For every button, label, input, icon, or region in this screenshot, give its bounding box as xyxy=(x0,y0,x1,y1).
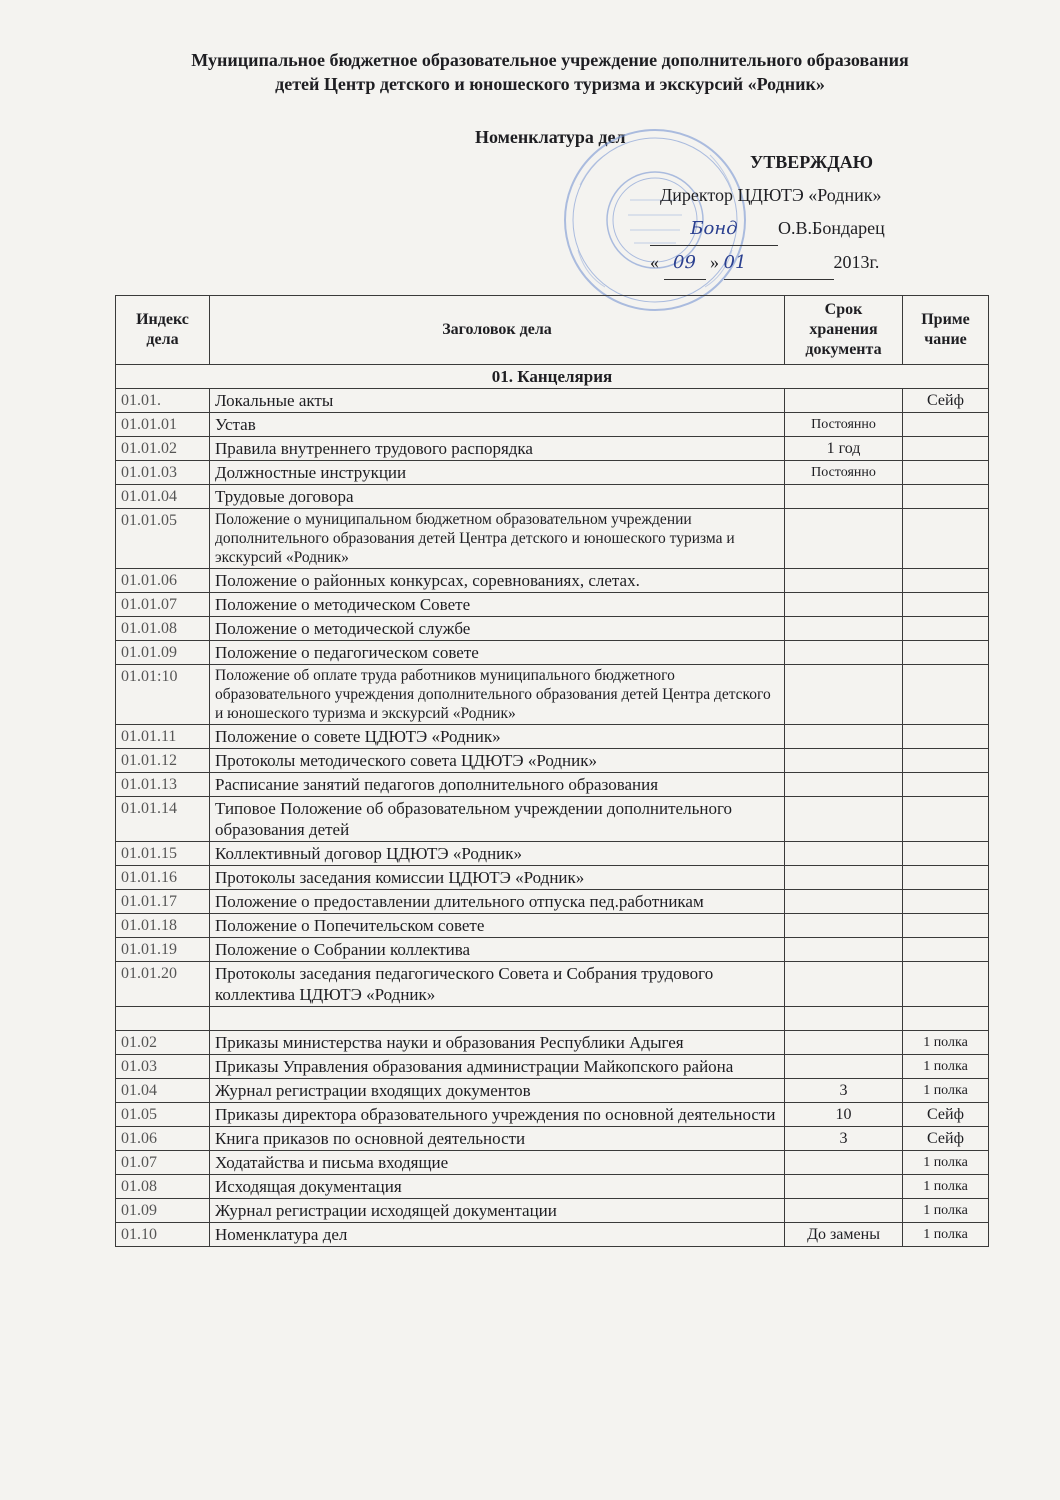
row-term xyxy=(785,842,903,866)
table-row xyxy=(116,509,989,569)
document-title: Номенклатура дел xyxy=(475,127,626,147)
table-header-row xyxy=(116,296,989,365)
approval-signature-line xyxy=(650,212,885,246)
approval-name: О.В.Бондарец xyxy=(778,218,885,238)
row-title: Исходящая документация xyxy=(210,1175,785,1199)
row-title: Типовое Положение об образовательном учреждении дополнительного образования детей xyxy=(210,797,785,842)
row-title: Положение о методическом Совете xyxy=(210,593,785,617)
row-index: 01.01.11 xyxy=(116,725,210,749)
row-title: Расписание занятий педагогов дополнительного образования xyxy=(210,773,785,797)
table-row xyxy=(116,866,989,890)
row-title: Положение об оплате труда работников муниципального бюджетного образовательного учреждения дополнительного образования детей Центра детского и юношеского туризма и экскурсий «Родник» xyxy=(210,665,785,725)
row-term xyxy=(785,509,903,569)
row-note xyxy=(903,665,989,725)
signature: Бонд xyxy=(690,218,738,239)
table-row xyxy=(116,1199,989,1223)
row-index: 01.01.01 xyxy=(116,413,210,437)
column-header-title: Заголовок дела xyxy=(210,296,785,365)
row-index xyxy=(116,1007,210,1031)
row-index: 01.01.17 xyxy=(116,890,210,914)
organization-header xyxy=(60,48,1040,96)
table-row xyxy=(116,461,989,485)
table-row xyxy=(116,569,989,593)
organization-line-2: детей Центр детского и юношеского туризма и экскурсий «Родник» xyxy=(275,74,825,94)
row-title: Положение о Попечительском совете xyxy=(210,914,785,938)
row-term xyxy=(785,485,903,509)
row-note xyxy=(903,962,989,1007)
row-note: 1 полка xyxy=(903,1055,989,1079)
row-index: 01.01.18 xyxy=(116,914,210,938)
row-note xyxy=(903,749,989,773)
row-index: 01.10 xyxy=(116,1223,210,1247)
row-note xyxy=(903,773,989,797)
table-row xyxy=(116,1079,989,1103)
row-index: 01.06 xyxy=(116,1127,210,1151)
row-note xyxy=(903,485,989,509)
row-note: 1 полка xyxy=(903,1223,989,1247)
row-term xyxy=(785,593,903,617)
row-title: Журнал регистрации исходящей документации xyxy=(210,1199,785,1223)
row-title: Номенклатура дел xyxy=(210,1223,785,1247)
table-row xyxy=(116,1103,989,1127)
row-note: 1 полка xyxy=(903,1175,989,1199)
row-note: 1 полка xyxy=(903,1031,989,1055)
row-term: Постоянно xyxy=(785,461,903,485)
row-term: 3 xyxy=(785,1127,903,1151)
table-row xyxy=(116,914,989,938)
row-title: Устав xyxy=(210,413,785,437)
table-row xyxy=(116,593,989,617)
row-term xyxy=(785,1199,903,1223)
column-header-term: Срок хранения документа xyxy=(785,296,903,365)
table-row xyxy=(116,1007,989,1031)
row-term xyxy=(785,914,903,938)
row-note xyxy=(903,509,989,569)
row-index: 01.01.05 xyxy=(116,509,210,569)
table-row xyxy=(116,962,989,1007)
date-month-field xyxy=(724,246,834,280)
table-row xyxy=(116,842,989,866)
approval-date xyxy=(650,246,885,280)
row-title: Приказы министерства науки и образования Республики Адыгея xyxy=(210,1031,785,1055)
row-term xyxy=(785,797,903,842)
row-index: 01.01.02 xyxy=(116,437,210,461)
row-note: Сейф xyxy=(903,1127,989,1151)
approval-position: Директор ЦДЮТЭ «Родник» xyxy=(660,185,882,205)
table-row xyxy=(116,437,989,461)
table-row xyxy=(116,725,989,749)
row-note xyxy=(903,413,989,437)
row-index: 01.01.03 xyxy=(116,461,210,485)
row-note: Сейф xyxy=(903,389,989,413)
table-row xyxy=(116,1151,989,1175)
row-term xyxy=(785,617,903,641)
row-note xyxy=(903,797,989,842)
row-note xyxy=(903,842,989,866)
section-title: 01. Канцелярия xyxy=(116,365,989,389)
section-row xyxy=(116,365,989,389)
table-row xyxy=(116,1055,989,1079)
row-note xyxy=(903,641,989,665)
table-row xyxy=(116,773,989,797)
row-title: Положение о муниципальном бюджетном образовательном учреждении дополнительного образования детей Центра детского и юношеского туризма и экскурсий «Родник» xyxy=(210,509,785,569)
row-index: 01.01.07 xyxy=(116,593,210,617)
row-term xyxy=(785,665,903,725)
row-term: 3 xyxy=(785,1079,903,1103)
table-row xyxy=(116,938,989,962)
row-note xyxy=(903,1007,989,1031)
row-index: 01.01.20 xyxy=(116,962,210,1007)
table-row xyxy=(116,1127,989,1151)
table-row xyxy=(116,485,989,509)
row-term xyxy=(785,749,903,773)
row-term xyxy=(785,725,903,749)
row-title: Протоколы методического совета ЦДЮТЭ «Родник» xyxy=(210,749,785,773)
row-index: 01.01:10 xyxy=(116,665,210,725)
row-index: 01.01.08 xyxy=(116,617,210,641)
row-index: 01.01.13 xyxy=(116,773,210,797)
row-index: 01.01.15 xyxy=(116,842,210,866)
table-row xyxy=(116,1175,989,1199)
row-term xyxy=(785,938,903,962)
row-note xyxy=(903,914,989,938)
date-close-quote: » xyxy=(710,252,719,272)
row-note xyxy=(903,593,989,617)
row-title: Должностные инструкции xyxy=(210,461,785,485)
table-row xyxy=(116,641,989,665)
date-year: 2013г. xyxy=(833,252,880,272)
row-index: 01.01.12 xyxy=(116,749,210,773)
table-row xyxy=(116,389,989,413)
row-title: Положение о районных конкурсах, соревнованиях, слетах. xyxy=(210,569,785,593)
row-index: 01.08 xyxy=(116,1175,210,1199)
row-term: 10 xyxy=(785,1103,903,1127)
row-title: Журнал регистрации входящих документов xyxy=(210,1079,785,1103)
row-note: Сейф xyxy=(903,1103,989,1127)
row-term xyxy=(785,773,903,797)
table-row xyxy=(116,890,989,914)
row-note xyxy=(903,569,989,593)
row-title: Книга приказов по основной деятельности xyxy=(210,1127,785,1151)
row-term xyxy=(785,641,903,665)
row-title: Приказы директора образовательного учреждения по основной деятельности xyxy=(210,1103,785,1127)
row-term: Постоянно xyxy=(785,413,903,437)
table-row xyxy=(116,749,989,773)
row-term: 1 год xyxy=(785,437,903,461)
row-term xyxy=(785,569,903,593)
row-title xyxy=(210,1007,785,1031)
row-index: 01.01.14 xyxy=(116,797,210,842)
row-term: До замены xyxy=(785,1223,903,1247)
row-title: Приказы Управления образования администрации Майкопского района xyxy=(210,1055,785,1079)
row-title: Локальные акты xyxy=(210,389,785,413)
row-index: 01.01.19 xyxy=(116,938,210,962)
row-note: 1 полка xyxy=(903,1199,989,1223)
row-title: Трудовые договора xyxy=(210,485,785,509)
table-row xyxy=(116,1031,989,1055)
signature-field xyxy=(650,212,778,246)
row-title: Положение о методической службе xyxy=(210,617,785,641)
row-title: Положение о Собрании коллектива xyxy=(210,938,785,962)
row-term xyxy=(785,1175,903,1199)
row-title: Положение о совете ЦДЮТЭ «Родник» xyxy=(210,725,785,749)
row-title: Положение о педагогическом совете xyxy=(210,641,785,665)
table-row xyxy=(116,797,989,842)
date-day-field xyxy=(664,246,706,280)
row-term xyxy=(785,866,903,890)
date-open-quote: « xyxy=(650,252,659,272)
row-index: 01.01. xyxy=(116,389,210,413)
column-header-index: Индекс дела xyxy=(116,296,210,365)
row-note xyxy=(903,437,989,461)
row-index: 01.01.06 xyxy=(116,569,210,593)
row-title: Правила внутреннего трудового распорядка xyxy=(210,437,785,461)
row-title: Протоколы заседания комиссии ЦДЮТЭ «Родник» xyxy=(210,866,785,890)
row-term xyxy=(785,890,903,914)
row-index: 01.02 xyxy=(116,1031,210,1055)
row-term xyxy=(785,1031,903,1055)
table-row xyxy=(116,413,989,437)
date-day: 09 xyxy=(673,252,696,273)
row-note xyxy=(903,617,989,641)
row-term xyxy=(785,1007,903,1031)
row-note xyxy=(903,725,989,749)
column-header-note: Приме чание xyxy=(903,296,989,365)
row-note xyxy=(903,938,989,962)
row-note: 1 полка xyxy=(903,1079,989,1103)
row-index: 01.09 xyxy=(116,1199,210,1223)
row-note: 1 полка xyxy=(903,1151,989,1175)
row-index: 01.01.09 xyxy=(116,641,210,665)
table-row xyxy=(116,1223,989,1247)
row-index: 01.07 xyxy=(116,1151,210,1175)
nomenclature-table xyxy=(115,295,989,1247)
row-index: 01.05 xyxy=(116,1103,210,1127)
table-row xyxy=(116,665,989,725)
row-term xyxy=(785,1055,903,1079)
row-index: 01.03 xyxy=(116,1055,210,1079)
row-title: Ходатайства и письма входящие xyxy=(210,1151,785,1175)
row-note xyxy=(903,866,989,890)
row-term xyxy=(785,389,903,413)
row-term xyxy=(785,962,903,1007)
table-row xyxy=(116,617,989,641)
approval-block xyxy=(650,146,885,280)
date-month: 01 xyxy=(723,252,747,273)
row-index: 01.04 xyxy=(116,1079,210,1103)
row-title: Положение о предоставлении длительного отпуска пед.работникам xyxy=(210,890,785,914)
row-index: 01.01.16 xyxy=(116,866,210,890)
approval-heading: УТВЕРЖДАЮ xyxy=(750,152,874,172)
organization-line-1: Муниципальное бюджетное образовательное учреждение дополнительного образования xyxy=(191,50,909,70)
row-note xyxy=(903,461,989,485)
row-index: 01.01.04 xyxy=(116,485,210,509)
row-term xyxy=(785,1151,903,1175)
row-note xyxy=(903,890,989,914)
row-title: Протоколы заседания педагогического Совета и Собрания трудового коллектива ЦДЮТЭ «Родник» xyxy=(210,962,785,1007)
row-title: Коллективный договор ЦДЮТЭ «Родник» xyxy=(210,842,785,866)
